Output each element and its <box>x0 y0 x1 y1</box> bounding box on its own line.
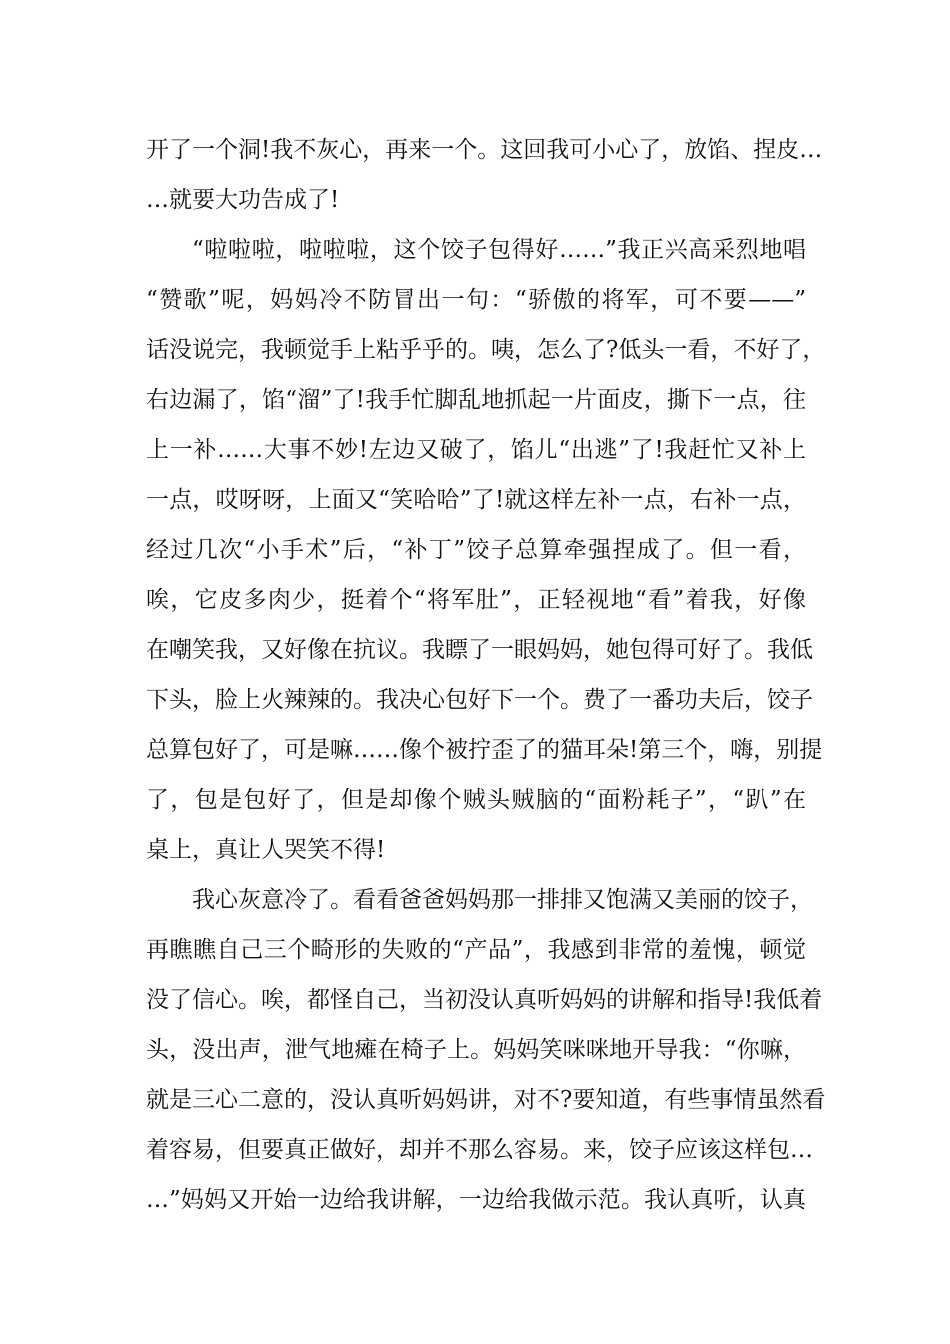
text-line: 我心灰意冷了。看看爸爸妈妈那一排排又饱满又美丽的饺子， <box>192 887 813 913</box>
text-line: 着容易，但要真正做好，却并不那么容易。来，饺子应该这样包… <box>146 1137 813 1163</box>
text-line: 了，包是包好了，但是却像个贼头贼脑的“面粉耗子”，“趴”在 <box>146 787 806 813</box>
text-line: …就要大功告成了! <box>146 187 340 213</box>
text-line: 桌上，真让人哭笑不得! <box>146 837 386 863</box>
text-line: 没了信心。唉，都怪自己，当初没认真听妈妈的讲解和指导!我低着 <box>146 987 823 1013</box>
text-line: “啦啦啦，啦啦啦，这个饺子包得好……”我正兴高采烈地唱 <box>192 237 806 263</box>
text-line: 上一补……大事不妙!左边又破了，馅儿“出逃”了!我赶忙又补上 <box>146 437 806 463</box>
text-line: 就是三心二意的，没认真听妈妈讲，对不?要知道，有些事情虽然看 <box>146 1087 826 1113</box>
text-line: “赞歌”呢，妈妈冷不防冒出一句：“骄傲的将军，可不要——” <box>146 287 806 313</box>
text-line: 话没说完，我顿觉手上粘乎乎的。咦，怎么了?低头一看，不好了， <box>146 337 826 363</box>
text-line: 右边漏了，馅“溜”了!我手忙脚乱地抓起一片面皮，撕下一点，往 <box>146 387 806 413</box>
text-line: 开了一个洞!我不灰心，再来一个。这回我可小心了，放馅、捏皮… <box>146 137 823 163</box>
text-line: 一点，哎呀呀，上面又“笑哈哈”了!就这样左补一点，右补一点， <box>146 487 806 513</box>
text-line: 下头，脸上火辣辣的。我决心包好下一个。费了一番功夫后，饺子 <box>146 687 813 713</box>
text-line: …”妈妈又开始一边给我讲解，一边给我做示范。我认真听，认真 <box>146 1187 806 1213</box>
text-line: 总算包好了，可是嘛……像个被拧歪了的猫耳朵!第三个，嗨，别提 <box>146 737 823 763</box>
text-line: 再瞧瞧自己三个畸形的失败的“产品”，我感到非常的羞愧，顿觉 <box>146 937 806 963</box>
text-line: 头，没出声，泄气地瘫在椅子上。妈妈笑咪咪地开导我：“你嘛， <box>146 1037 806 1063</box>
text-line: 经过几次“小手术”后，“补丁”饺子总算牵强捏成了。但一看， <box>146 537 806 563</box>
text-line: 在嘲笑我，又好像在抗议。我瞟了一眼妈妈，她包得可好了。我低 <box>146 637 813 663</box>
text-line: 唉，它皮多肉少，挺着个“将军肚”，正轻视地“看”着我，好像 <box>146 587 806 613</box>
